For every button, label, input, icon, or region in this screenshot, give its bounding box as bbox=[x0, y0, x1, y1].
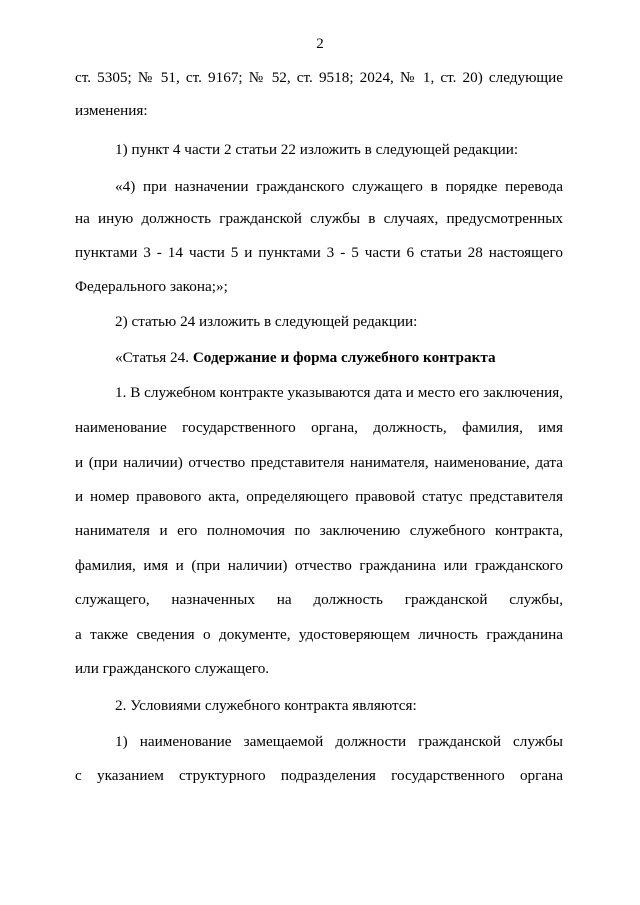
article-text-line: или гражданского служащего. bbox=[75, 660, 270, 677]
article-title: Содержание и форма служебного контракта bbox=[192, 349, 496, 366]
quoted-text-line: на иную должность гражданской службы в случаях, предусмотренных bbox=[75, 210, 563, 227]
quoted-text-line: пунктами 3 - 14 части 5 и пунктами 3 - 5 части 6 статьи 28 настоящего bbox=[75, 244, 563, 261]
article-text-line: наименование государственного органа, должность, фамилия, имя bbox=[75, 419, 563, 436]
page-number: 2 bbox=[316, 36, 324, 52]
quoted-text-line: Федерального закона;»; bbox=[75, 278, 228, 295]
article-text-line: и номер правового акта, определяющего правовой статус представителя bbox=[75, 488, 563, 505]
article-text-line: 1. В служебном контракте указываются дата и место его заключения, bbox=[115, 384, 563, 401]
text-line: ст. 5305; № 51, ст. 9167; № 52, ст. 9518; 2024, № 1, ст. 20) следующие bbox=[75, 69, 563, 86]
article-text-line: фамилия, имя и (при наличии) отчество гражданина или гражданского bbox=[75, 557, 563, 574]
article-text-line: нанимателя и его полномочия по заключению служебного контракта, bbox=[75, 522, 563, 539]
article-number: «Статья 24. bbox=[115, 349, 190, 366]
text-line: изменения: bbox=[75, 102, 148, 119]
quoted-text-line: «4) при назначении гражданского служащего в порядке перевода bbox=[115, 178, 563, 195]
article-text-line: 1) наименование замещаемой должности гражданской службы bbox=[115, 733, 563, 750]
list-item-2-intro: 2) статью 24 изложить в следующей редакции: bbox=[115, 313, 418, 330]
article-text-line: и (при наличии) отчество представителя нанимателя, наименование, дата bbox=[75, 454, 563, 471]
article-text-line: а также сведения о документе, удостоверяющем личность гражданина bbox=[75, 626, 563, 643]
article-text-line: с указанием структурного подразделения государственного органа bbox=[75, 767, 563, 784]
article-text-line: служащего, назначенных на должность гражданской службы, bbox=[75, 591, 563, 608]
article-heading bbox=[115, 346, 563, 370]
list-item-1-intro: 1) пункт 4 части 2 статьи 22 изложить в следующей редакции: bbox=[115, 141, 519, 158]
article-text-line: 2. Условиями служебного контракта являются: bbox=[115, 697, 417, 714]
